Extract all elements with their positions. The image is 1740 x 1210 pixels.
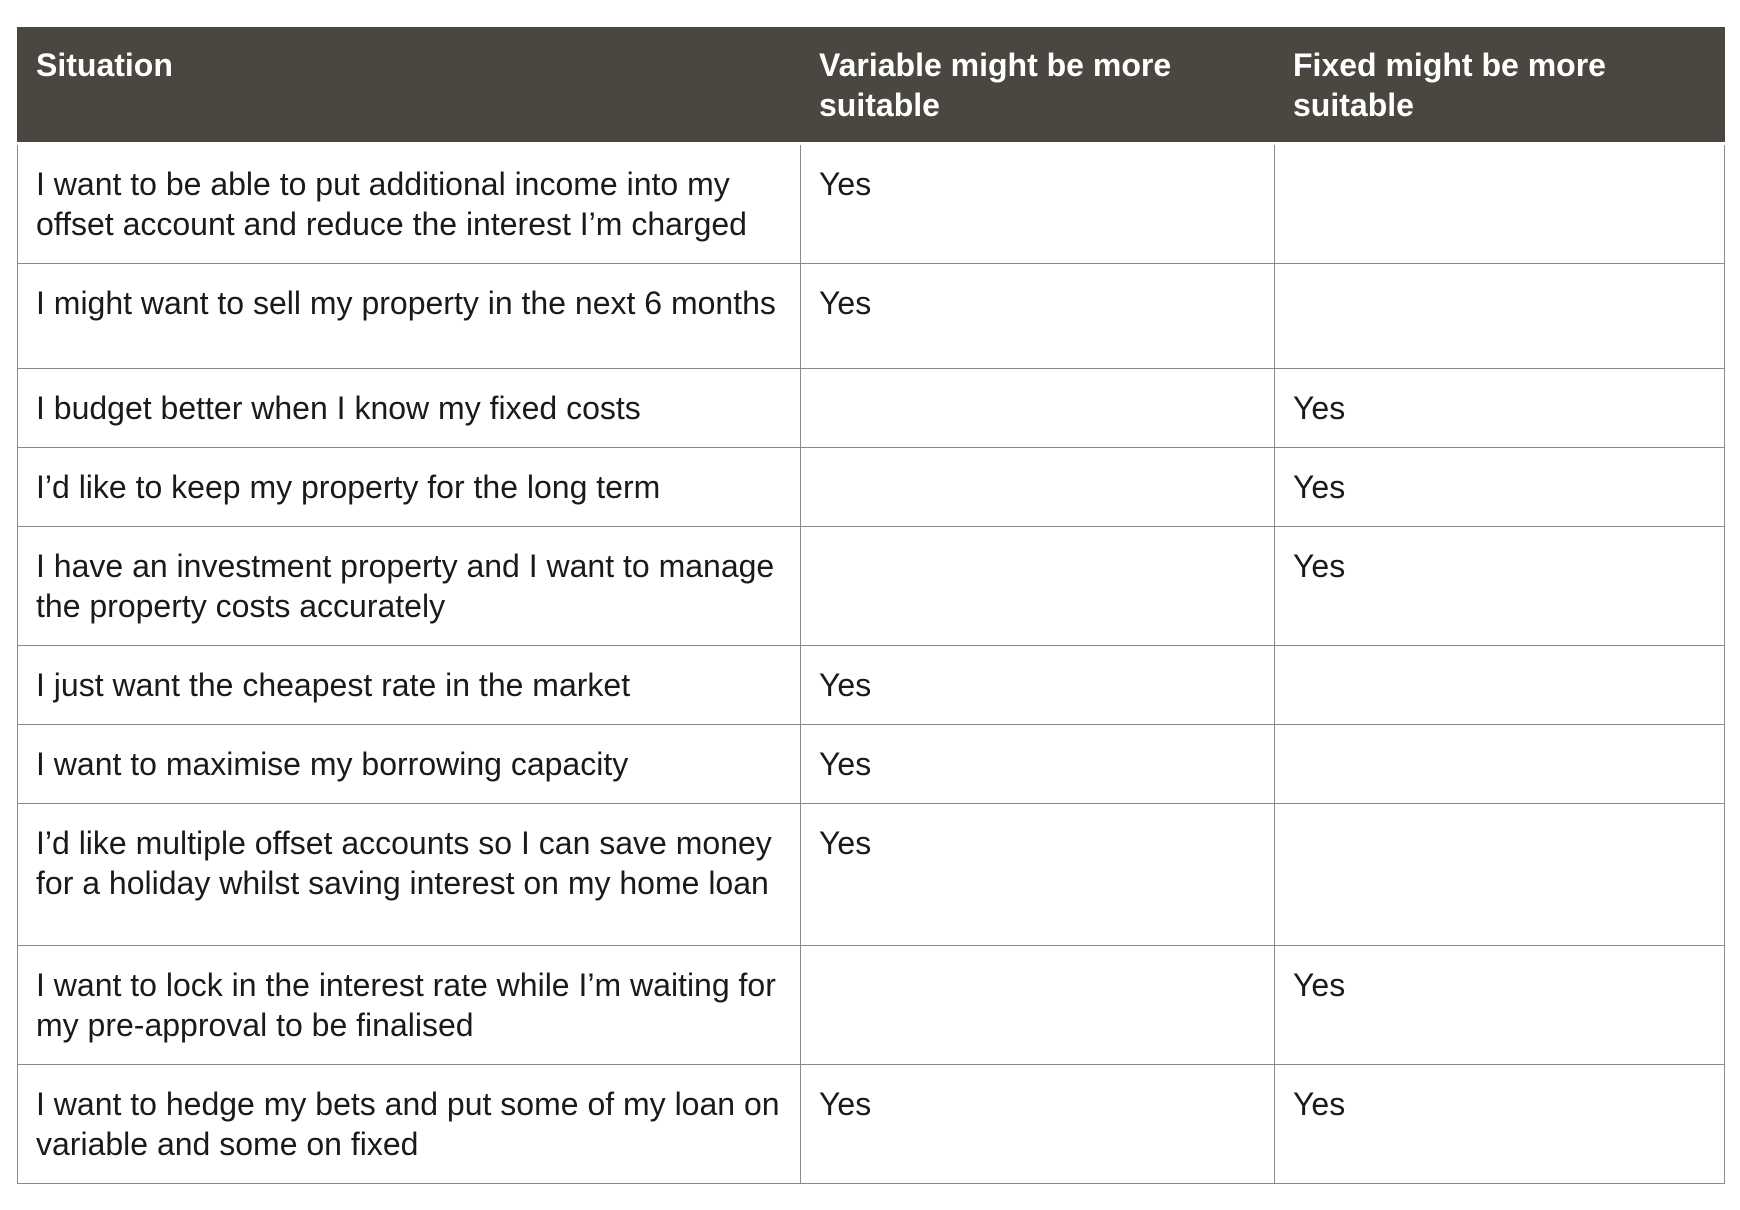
table-row <box>18 264 1725 369</box>
header-row <box>18 28 1725 144</box>
situation-cell: I want to lock in the interest rate while I’m waiting for my pre-approval to be finalised <box>18 946 801 1065</box>
fixed-cell: Yes <box>1275 527 1725 646</box>
variable-cell <box>801 527 1275 646</box>
variable-cell: Yes <box>801 1065 1275 1184</box>
situation-cell: I want to maximise my borrowing capacity <box>18 725 801 804</box>
situation-cell: I have an investment property and I want to manage the property costs accurately <box>18 527 801 646</box>
variable-cell: Yes <box>801 264 1275 369</box>
situation-cell: I budget better when I know my fixed costs <box>18 369 801 448</box>
table-row <box>18 804 1725 946</box>
variable-cell: Yes <box>801 725 1275 804</box>
loan-comparison-table <box>17 27 1725 1184</box>
table-row <box>18 1065 1725 1184</box>
fixed-cell: Yes <box>1275 448 1725 527</box>
situation-cell: I might want to sell my property in the next 6 months <box>18 264 801 369</box>
table-body <box>18 144 1725 1184</box>
table-row <box>18 144 1725 264</box>
situation-cell: I just want the cheapest rate in the market <box>18 646 801 725</box>
fixed-cell <box>1275 725 1725 804</box>
situation-cell: I’d like to keep my property for the long term <box>18 448 801 527</box>
table-row <box>18 369 1725 448</box>
variable-cell <box>801 448 1275 527</box>
table-row <box>18 448 1725 527</box>
header-fixed: Fixed might be more suitable <box>1275 28 1725 144</box>
fixed-cell: Yes <box>1275 1065 1725 1184</box>
variable-cell <box>801 369 1275 448</box>
comparison-table-container <box>17 27 1724 1184</box>
variable-cell: Yes <box>801 144 1275 264</box>
fixed-cell: Yes <box>1275 369 1725 448</box>
fixed-cell: Yes <box>1275 946 1725 1065</box>
table-header <box>18 28 1725 144</box>
table-row <box>18 527 1725 646</box>
variable-cell: Yes <box>801 804 1275 946</box>
variable-cell <box>801 946 1275 1065</box>
fixed-cell <box>1275 264 1725 369</box>
situation-cell: I want to hedge my bets and put some of my loan on variable and some on fixed <box>18 1065 801 1184</box>
table-row <box>18 946 1725 1065</box>
situation-cell: I’d like multiple offset accounts so I can save money for a holiday whilst saving interest on my home loan <box>18 804 801 946</box>
header-variable: Variable might be more suitable <box>801 28 1275 144</box>
fixed-cell <box>1275 646 1725 725</box>
fixed-cell <box>1275 144 1725 264</box>
variable-cell: Yes <box>801 646 1275 725</box>
table-row <box>18 725 1725 804</box>
table-row <box>18 646 1725 725</box>
fixed-cell <box>1275 804 1725 946</box>
header-situation: Situation <box>18 28 801 144</box>
situation-cell: I want to be able to put additional income into my offset account and reduce the interest I’m charged <box>18 144 801 264</box>
